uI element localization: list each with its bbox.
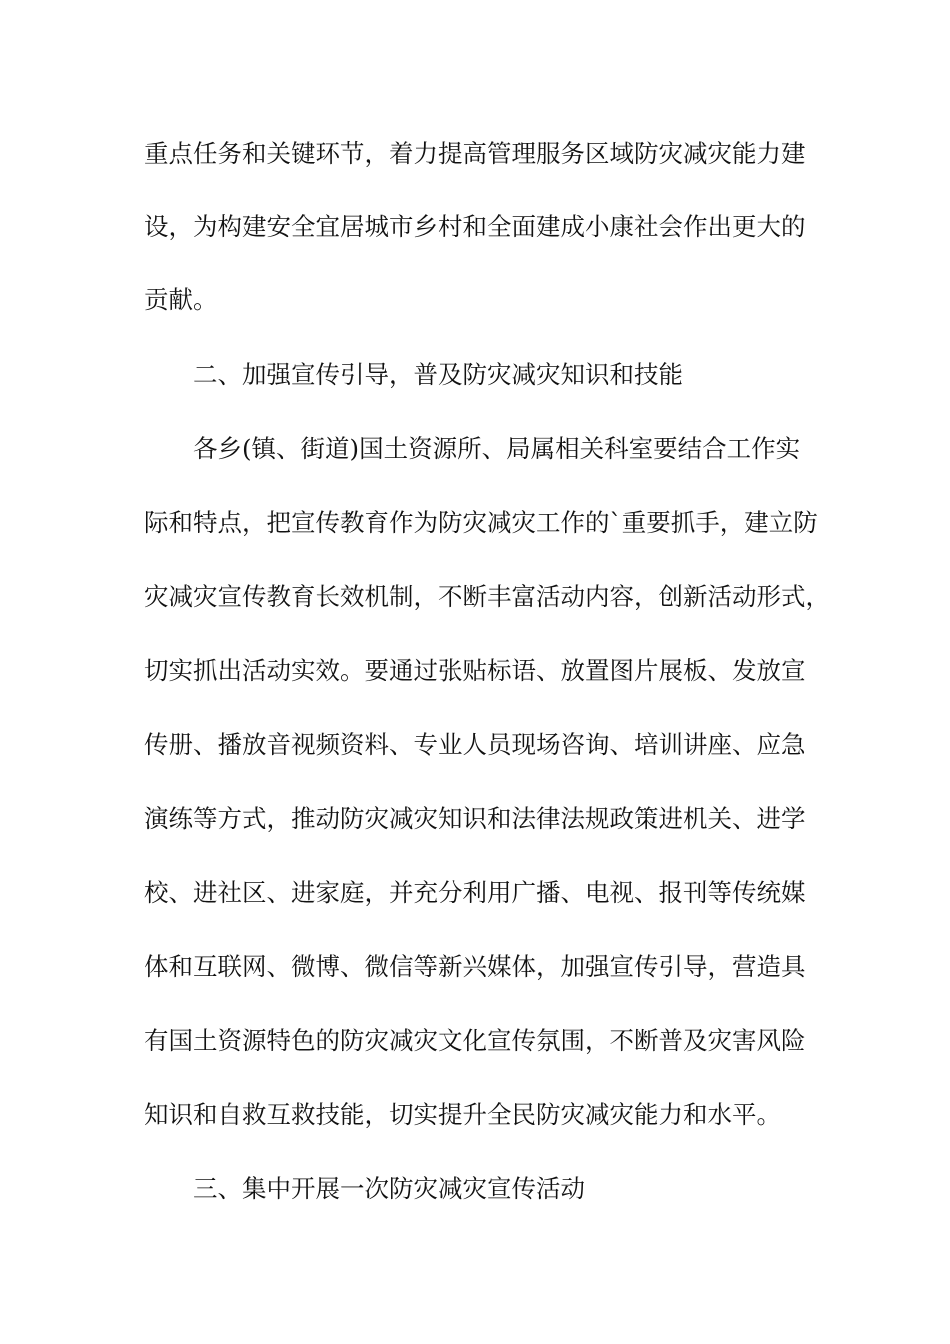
paragraph-line: 各乡(镇、街道)国土资源所、局属相关科室要结合工作实	[193, 434, 801, 463]
section-heading-2: 二、加强宣传引导，普及防灾减灾知识和技能	[193, 360, 683, 389]
paragraph-line: 际和特点，把宣传教育作为防灾减灾工作的`重要抓手，建立防	[144, 508, 818, 537]
paragraph-line: 校、进社区、进家庭，并充分利用广播、电视、报刊等传统媒	[144, 878, 806, 907]
paragraph-line: 灾减灾宣传教育长效机制，不断丰富活动内容，创新活动形式，	[144, 582, 830, 611]
paragraph-line: 重点任务和关键环节，着力提高管理服务区域防灾减灾能力建	[144, 139, 806, 168]
paragraph-line: 传册、播放音视频资料、专业人员现场咨询、培训讲座、应急	[144, 730, 806, 759]
paragraph-line: 体和互联网、微博、微信等新兴媒体，加强宣传引导，营造具	[144, 952, 806, 981]
paragraph-line: 知识和自救互救技能，切实提升全民防灾减灾能力和水平。	[144, 1100, 781, 1129]
paragraph-line: 演练等方式，推动防灾减灾知识和法律法规政策进机关、进学	[144, 804, 806, 833]
paragraph-line: 贡献。	[144, 285, 218, 314]
paragraph-line: 有国土资源特色的防灾减灾文化宣传氛围，不断普及灾害风险	[144, 1026, 806, 1055]
paragraph-line: 切实抓出活动实效。要通过张贴标语、放置图片展板、发放宣	[144, 656, 806, 685]
paragraph-line: 设，为构建安全宜居城市乡村和全面建成小康社会作出更大的	[144, 212, 806, 241]
section-heading-3: 三、集中开展一次防灾减灾宣传活动	[193, 1174, 585, 1203]
